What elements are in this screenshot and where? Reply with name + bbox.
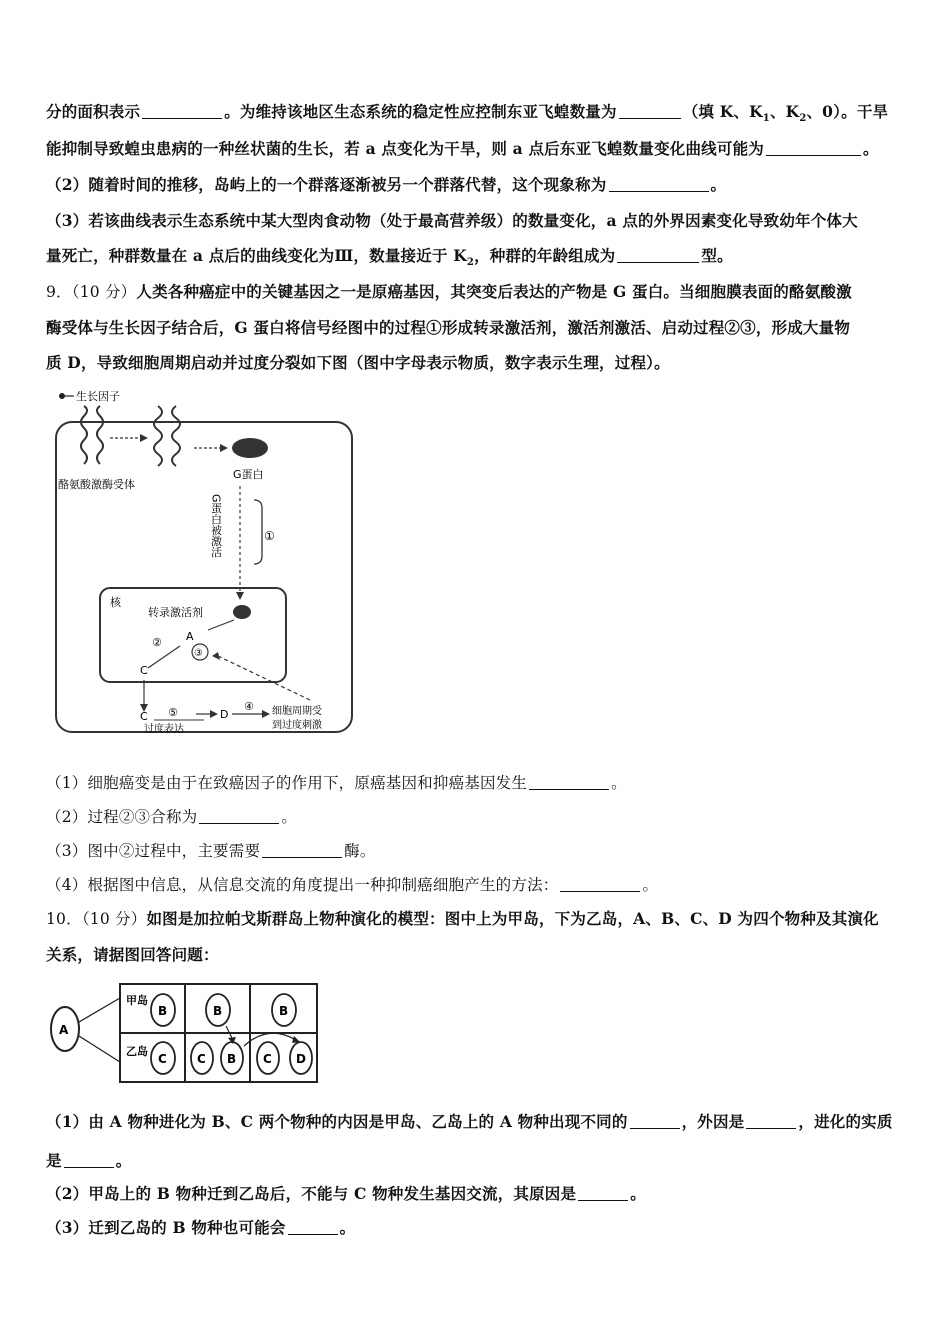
text: 。 <box>710 175 727 194</box>
answer-blank[interactable] <box>619 102 681 119</box>
receptor-icon <box>81 406 103 464</box>
q10-line-2 <box>46 944 906 966</box>
g-activated-label: G蛋白被激活 <box>209 494 223 558</box>
q9-sub1 <box>46 772 906 794</box>
q9-sub4 <box>46 874 906 896</box>
text: （1）由 A 物种进化为 B、C 两个物种的内因是甲岛、乙岛上的 A 物种出现不同的 <box>46 1112 628 1131</box>
g-protein-icon <box>232 438 268 458</box>
step-2-label: ② <box>152 636 162 649</box>
text: 。 <box>642 876 659 894</box>
text: （1）细胞癌变是由于在致癌因子的作用下，原癌基因和抑癌基因发生 <box>46 774 528 792</box>
species-c-3: C <box>263 1052 272 1066</box>
substance-d: D <box>220 708 229 721</box>
subscript: 2 <box>799 113 807 125</box>
receptor-label: 酪氨酸激酶受体 <box>58 478 135 491</box>
text: ，种群的年龄组成为 <box>474 246 616 265</box>
q9-line-3 <box>46 352 906 374</box>
answer-blank[interactable] <box>746 1112 796 1129</box>
step-3-label: ③ <box>194 648 203 659</box>
answer-blank[interactable] <box>609 175 709 192</box>
subscript: 2 <box>466 257 475 269</box>
q9-line-1 <box>46 281 906 303</box>
text: 酶受体与生长因子结合后，G 蛋白将信号经图中的过程①形成转录激活剂，激活剂激活、启动过程②③，形成大量物 <box>46 318 851 337</box>
text: 。 <box>611 774 627 792</box>
overexpress-label: 过度表达 <box>144 724 184 735</box>
text: （3）图中②过程中，主要需要 <box>46 842 261 860</box>
q9-sub2 <box>46 806 906 828</box>
text: 。为维持该地区生态系统的稳定性应控制东亚飞蝗数量为 <box>224 102 617 121</box>
q8-sub3-line1 <box>46 210 906 232</box>
g-protein-label: G蛋白 <box>233 468 264 481</box>
answer-blank[interactable] <box>64 1151 114 1168</box>
cycle-label-2: 到过度刺激 <box>272 720 322 731</box>
q8-sub2 <box>46 174 906 196</box>
species-c-2: C <box>197 1052 206 1066</box>
answer-blank[interactable] <box>288 1218 338 1235</box>
text: 人类各种癌症中的关键基因之一是原癌基因，其突变后表达的产物是 G 蛋白。当细胞膜表面的酪氨酸激 <box>136 282 852 301</box>
activator-label: 转录激活剂 <box>148 606 203 619</box>
q8-line-1 <box>46 101 906 130</box>
species-c-1: C <box>158 1052 167 1066</box>
answer-blank[interactable] <box>199 807 279 824</box>
substance-c-bottom: C <box>140 710 148 723</box>
step-1-label: ① <box>264 529 275 543</box>
species-b-3: B <box>279 1004 289 1018</box>
step-5-label: ⑤ <box>168 706 178 719</box>
answer-blank[interactable] <box>142 102 222 119</box>
text: 。 <box>339 1218 356 1237</box>
answer-blank[interactable] <box>578 1184 628 1201</box>
substance-c: C <box>140 664 148 677</box>
answer-blank[interactable] <box>766 139 861 156</box>
nucleus-label: 核 <box>110 596 121 609</box>
text: ，外因是 <box>681 1112 745 1131</box>
answer-blank[interactable] <box>529 773 609 790</box>
q8-line-2 <box>46 138 906 160</box>
text: 、0）。干旱 <box>806 102 889 121</box>
species-evolution-diagram <box>48 980 322 1090</box>
text: 是 <box>46 1151 62 1170</box>
step-4-label: ④ <box>244 700 254 713</box>
text: （4）根据图中信息，从信息交流的角度提出一种抑制癌细胞产生的方法： <box>46 876 559 894</box>
answer-blank[interactable] <box>262 841 342 858</box>
q10-sub2 <box>46 1183 906 1205</box>
text: 。 <box>862 139 879 158</box>
text: 。 <box>630 1184 646 1203</box>
text: 。 <box>115 1151 132 1170</box>
text: 、K <box>769 102 800 121</box>
q8-sub3-line2 <box>46 245 906 274</box>
species-b-1: B <box>158 1004 168 1018</box>
text: 如图是加拉帕戈斯群岛上物种演化的模型：图中上为甲岛，下为乙岛，A、B、C、D 为四个物种及其演化 <box>146 909 879 928</box>
text: ，进化的实质 <box>798 1112 893 1131</box>
text: （3）迁到乙岛的 B 物种也可能会 <box>46 1218 286 1237</box>
species-b-migrated: B <box>227 1052 237 1066</box>
answer-blank[interactable] <box>560 875 640 892</box>
text: （2）甲岛上的 B 物种迁到乙岛后，不能与 C 物种发生基因交流，其原因是 <box>46 1184 577 1203</box>
cell-signaling-diagram <box>48 384 378 748</box>
text: 关系，请据图回答问题： <box>46 945 219 964</box>
text: 质 D，导致细胞周期启动并过度分裂如下图（图中字母表示物质，数字表示生理，过程）。 <box>46 353 670 372</box>
activator-icon <box>233 605 251 619</box>
answer-blank[interactable] <box>617 246 699 263</box>
species-d: D <box>296 1052 306 1066</box>
text: （填 K、K <box>682 102 763 121</box>
species-b-2: B <box>213 1004 223 1018</box>
text: （2）随着时间的推移，岛屿上的一个群落逐渐被另一个群落代替，这个现象称为 <box>46 175 607 194</box>
q10-line-1 <box>46 908 906 930</box>
island-jia-label: 甲岛 <box>126 994 148 1007</box>
growth-factor-label: 生长因子 <box>76 390 120 403</box>
q9-line-2 <box>46 317 906 339</box>
text: 能抑制导致蝗虫患病的一种丝状菌的生长，若 a 点变化为干旱，则 a 点后东亚飞蝗数量变化曲线可能为 <box>46 139 764 158</box>
question-number: 10．（10 分） <box>46 910 147 928</box>
cell-membrane <box>56 422 352 732</box>
text: 分的面积表示 <box>46 102 141 121</box>
text: （2）过程②③合称为 <box>46 808 198 826</box>
subscript: 1 <box>762 113 770 125</box>
activated-receptor-icon <box>154 406 180 466</box>
text: （3）若该曲线表示生态系统中某大型肉食动物（处于最高营养级）的数量变化，a 点的外界因素变化导致幼年个体大 <box>46 211 858 230</box>
q10-sub1-line2 <box>46 1150 906 1172</box>
island-yi-label: 乙岛 <box>126 1045 148 1058</box>
substance-a: A <box>186 630 194 643</box>
species-a-label: A <box>59 1023 69 1037</box>
text: 量死亡，种群数量在 a 点后的曲线变化为Ⅲ，数量接近于 K <box>46 246 467 265</box>
text: 型。 <box>701 246 733 265</box>
cycle-label-1: 细胞周期受 <box>272 706 322 717</box>
answer-blank[interactable] <box>630 1112 680 1129</box>
text: 。 <box>281 808 298 826</box>
q9-sub3 <box>46 840 906 862</box>
text: 酶。 <box>344 842 376 860</box>
q10-sub3 <box>46 1217 906 1239</box>
growth-factor-dot <box>59 393 65 399</box>
q10-sub1-line1 <box>46 1111 906 1133</box>
question-number: 9．（10 分） <box>46 283 137 301</box>
